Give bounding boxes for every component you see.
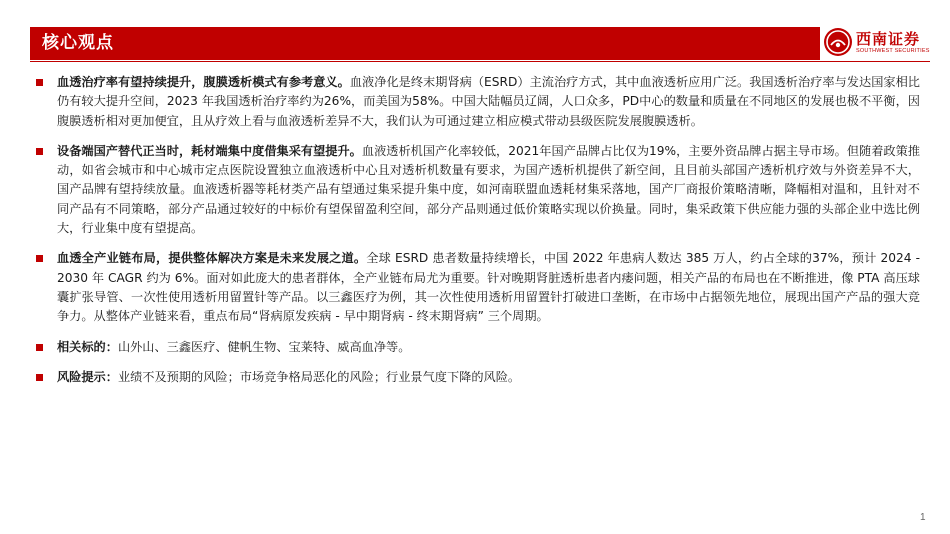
header-bar bbox=[30, 27, 820, 60]
bullet-square-icon bbox=[36, 79, 43, 86]
bullet-body: 全球 ESRD 患者数量持续增长，中国 2022 年患病人数达 385 万人，约占全球的37%，预计 2024 - 2030 年 CAGR 约为 6%。面对如此庞大的患者群体，全产业链布局尤为重要。针对晚期肾脏透析患者内瘘问题，相关产品的布局也在不断推进，像 PTA 高压球囊扩张导管、一次性使用透析用留置针等产品。以三鑫医疗为例，其一次性使用透析用留置针打破进口垄断，在市场中占据领先地位，展现出国产产品的强大竞争力。从整体产业链来看，重点布局“肾病原发疾病 - 早中期肾病 - 终末期肾病” 三个周期。 bbox=[57, 251, 921, 324]
logo-emblem-icon bbox=[824, 28, 852, 56]
key-points-list bbox=[34, 73, 920, 398]
bullet-text bbox=[57, 249, 920, 326]
bullet-body: 血液透析机国产化率较低，2021年国产品牌占比仅为19%，主要外资品牌占据主导市场。但随着政策推动，如省会城市和中心城市定点医院设置独立血液透析中心且对透析机数量有要求，为国产透析机提供了新空间，且目前头部国产透析机疗效与外资差异不大，国产品牌有望持续放量。血液透析器等耗材类产品有望通过集采提升集中度，如河南联盟血透耗材集采落地，国产厂商报价策略清晰，降幅相对温和，且针对不同产品有不同策略，部分产品通过较好的中标价有望保留盈利空间，部分产品则通过低价策略实现以价换量。同时，集采政策下供应能力强的头部企业中选比例大，行业集中度有望提高。 bbox=[57, 143, 921, 236]
list-item bbox=[34, 142, 920, 238]
list-item bbox=[34, 73, 920, 131]
page-title: 核心观点 bbox=[42, 33, 114, 53]
page-number: 1 bbox=[920, 512, 926, 523]
bullet-square-icon bbox=[36, 255, 43, 262]
logo-text-en: SOUTHWEST SECURITIES bbox=[856, 48, 930, 54]
list-item bbox=[34, 368, 920, 387]
bullet-lead: 相关标的： bbox=[57, 339, 118, 354]
list-item bbox=[34, 249, 920, 326]
bullet-text bbox=[57, 73, 920, 131]
bullet-text bbox=[57, 368, 920, 387]
bullet-lead: 血透治疗率有望持续提升，腹膜透析模式有参考意义。 bbox=[57, 75, 350, 89]
company-logo bbox=[822, 25, 932, 61]
bullet-body: 血液净化是终末期肾病（ESRD）主流治疗方式，其中血液透析应用广泛。我国透析治疗率与发达国家相比仍有较大提升空间，2023 年我国透析治疗率约为26%，而美国为58%。中国大陆幅员辽阔，人口众多，PD中心的数量和质量在不同地区的发展也极不平衡，因腹膜透析相对更加便宜，且从疗效上看与血液透析差异不大，我们认为可通过建立相应模式带动县级医院发展腹膜透析。 bbox=[57, 75, 920, 128]
bullet-square-icon bbox=[36, 374, 43, 381]
bullet-body: 山外山、三鑫医疗、健帆生物、宝莱特、威高血净等。 bbox=[117, 339, 411, 354]
bullet-lead: 风险提示： bbox=[57, 369, 118, 384]
bullet-lead: 血透全产业链布局，提供整体解决方案是未来发展之道。 bbox=[57, 251, 367, 266]
bullet-text bbox=[57, 338, 920, 357]
list-item bbox=[34, 338, 920, 357]
bullet-lead: 设备端国产替代正当时，耗材端集中度借集采有望提升。 bbox=[57, 143, 362, 158]
bullet-square-icon bbox=[36, 344, 43, 351]
bullet-text bbox=[57, 142, 920, 238]
logo-text-cn: 西南证券 bbox=[856, 30, 921, 48]
header-divider bbox=[30, 61, 930, 62]
bullet-body: 业绩不及预期的风险；市场竞争格局恶化的风险；行业景气度下降的风险。 bbox=[117, 369, 521, 384]
bullet-square-icon bbox=[36, 148, 43, 155]
